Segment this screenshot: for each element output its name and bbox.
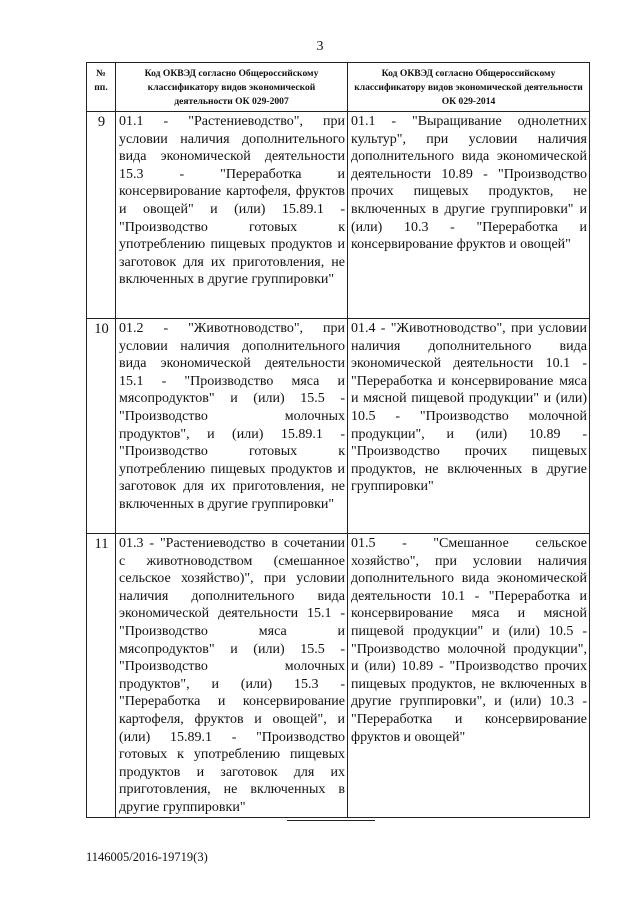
old-code-cell: 01.1 - "Растениеводство", при условии наличия дополнительного вида экономической деятельности 15.3 - "Переработка и консервирование картофеля, фруктов и овощей" и (или) 15.89.1 - "Производство готовых к употреблению пищевых продуктов и заготовок для их приготовления, не включенных в другие группировки" [116, 112, 348, 319]
document-code: 1146005/2016-19719(3) [86, 850, 208, 864]
header-new-code: Код ОКВЭД согласно Общероссийскому классификатору видов экономической деятельности ОК 029-2014 [348, 63, 590, 112]
old-code-cell: 01.2 - "Животноводство", при условии наличия дополнительного вида экономической деятельности 15.1 - "Производство мяса и мясопродуктов" и (или) 15.5 - "Производство молочных продуктов", и (или) 15.89.1 - "Производство готовых к употреблению пищевых продуктов и заготовок для их приготовления, не включенных в другие группировки" [116, 319, 348, 534]
header-old-code: Код ОКВЭД согласно Общероссийскому классификатору видов экономической деятельности ОК 029-2007 [116, 63, 348, 112]
row-number: 9 [87, 112, 116, 319]
okved-table [86, 62, 590, 818]
row-number: 11 [87, 534, 116, 818]
header-num: № пп. [87, 63, 116, 112]
new-code-cell: 01.1 - "Выращивание однолетних культур", при условии наличия дополнительного вида экономической деятельности 10.89 - "Производство прочих пищевых продуктов, не включенных в другие группировки" и (или) 10.3 - "Переработка и консервирование фруктов и овощей" [348, 112, 590, 319]
new-code-cell: 01.5 - "Смешанное сельское хозяйство", при условии наличия дополнительного вида экономической деятельности 10.1 - "Переработка и консервирование мяса и мясной пищевой продукции" и (или) 10.5 - "Производство молочной продукции", и (или) 10.89 - "Производство прочих пищевых продуктов, не включенных в другие группировки", и (или) 10.3 - "Переработка и консервирование фруктов и овощей" [348, 534, 590, 818]
table-row [87, 534, 590, 818]
table-row [87, 319, 590, 534]
table-row [87, 112, 590, 319]
footer-divider [287, 820, 375, 821]
table-header-row [87, 63, 590, 112]
new-code-cell: 01.4 - "Животноводство", при условии наличия дополнительного вида экономической деятельности 10.1 - "Переработка и консервирование мяса и мясной пищевой продукции" и (или) 10.5 - "Производство молочной продукции", и (или) 10.89 - "Производство прочих пищевых продуктов, не включенных в другие группировки" [348, 319, 590, 534]
row-number: 10 [87, 319, 116, 534]
old-code-cell: 01.3 - "Растениеводство в сочетании с животноводством (смешанное сельское хозяйство)", при условии наличия дополнительного вида экономической деятельности 15.1 - "Производство мяса и мясопродуктов" и (или) 15.5 - "Производство молочных продуктов", и (или) 15.3 - "Переработка и консервирование картофеля, фруктов и овощей", и (или) 15.89.1 - "Производство готовых к употреблению пищевых продуктов и заготовок для их приготовления, не включенных в другие группировки" [116, 534, 348, 818]
page-number: 3 [316, 39, 324, 54]
